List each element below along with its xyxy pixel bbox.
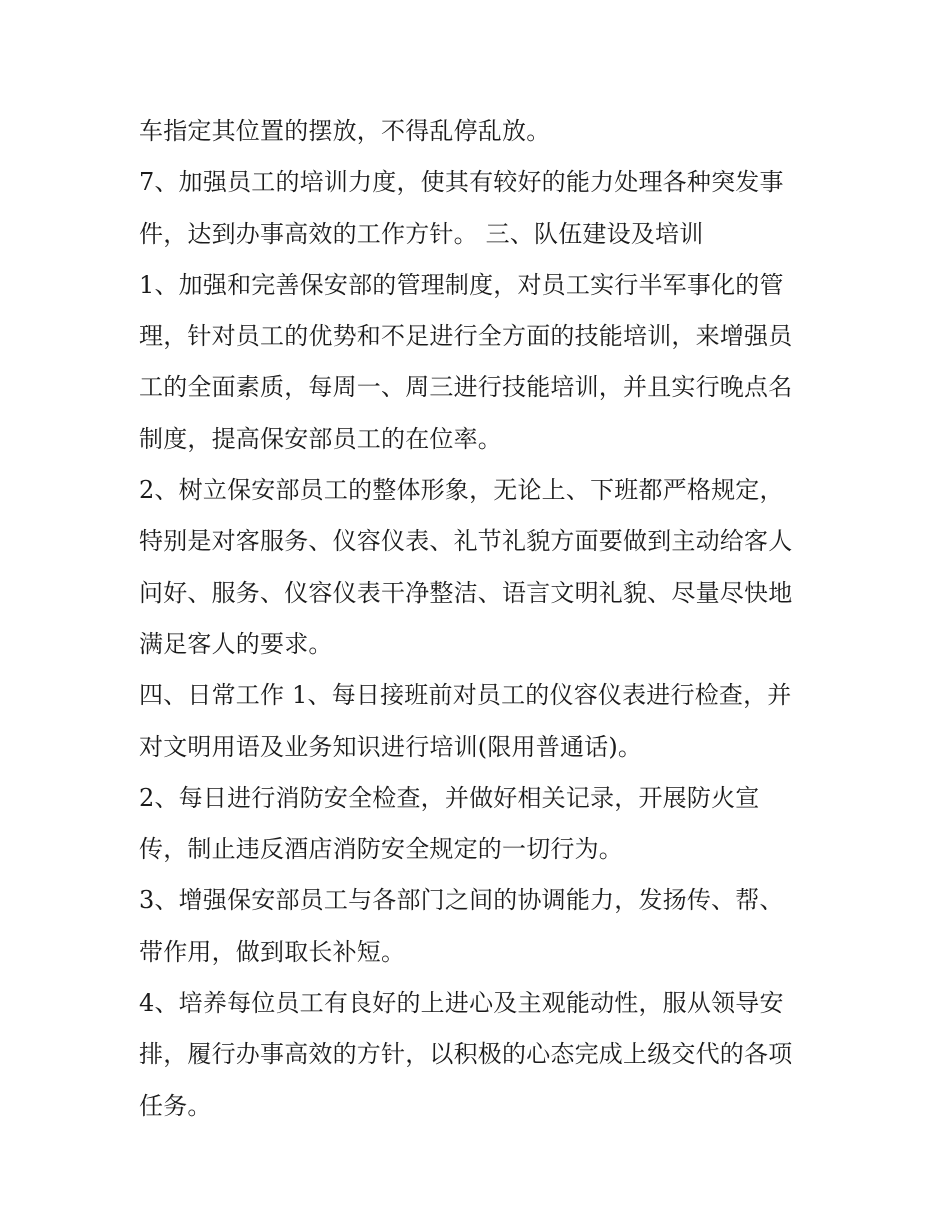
- document-body: [139, 106, 829, 1132]
- text-line: 2、树立保安部员工的整体形象，无论上、下班都严格规定，: [139, 476, 784, 505]
- text-line: 对文明用语及业务知识进行培训(限用普通话)。: [139, 732, 643, 761]
- text-line: 制度，提高保安部员工的在位率。: [139, 424, 502, 453]
- text-line: 满足客人的要求。: [139, 629, 333, 658]
- text-line: 件，达到办事高效的工作方针。 三、队伍建设及培训: [139, 219, 704, 248]
- text-line: 1、加强和完善保安部的管理制度，对员工实行半军事化的管: [139, 270, 784, 299]
- text-line: 车指定其位置的摆放，不得乱停乱放。: [139, 117, 551, 145]
- text-line: 四、日常工作 1、每日接班前对员工的仪容仪表进行检查，并: [139, 681, 792, 710]
- text-line: 排，履行办事高效的方针，以积极的心态完成上级交代的各项: [139, 1040, 793, 1069]
- text-line: 4、培养每位员工有良好的上进心及主观能动性，服从领导安: [139, 989, 784, 1018]
- text-line: 传，制止违反酒店消防安全规定的一切行为。: [139, 835, 623, 864]
- text-line: 3、增强保安部员工与各部门之间的协调能力，发扬传、帮、: [139, 886, 784, 915]
- text-line: 带作用，做到取长补短。: [139, 937, 406, 966]
- text-line: 7、加强员工的培训力度，使其有较好的能力处理各种突发事: [139, 168, 784, 197]
- text-line: 特别是对客服务、仪容仪表、礼节礼貌方面要做到主动给客人: [139, 527, 793, 556]
- text-line: 2、每日进行消防安全检查，并做好相关记录，开展防火宣: [139, 783, 760, 812]
- text-line: 工的全面素质，每周一、周三进行技能培训，并且实行晚点名: [139, 373, 793, 402]
- text-line: 理，针对员工的优势和不足进行全方面的技能培训，来增强员: [139, 322, 793, 351]
- text-line: 任务。: [139, 1091, 212, 1120]
- text-line: 问好、服务、仪容仪表干净整洁、语言文明礼貌、尽量尽快地: [139, 578, 793, 607]
